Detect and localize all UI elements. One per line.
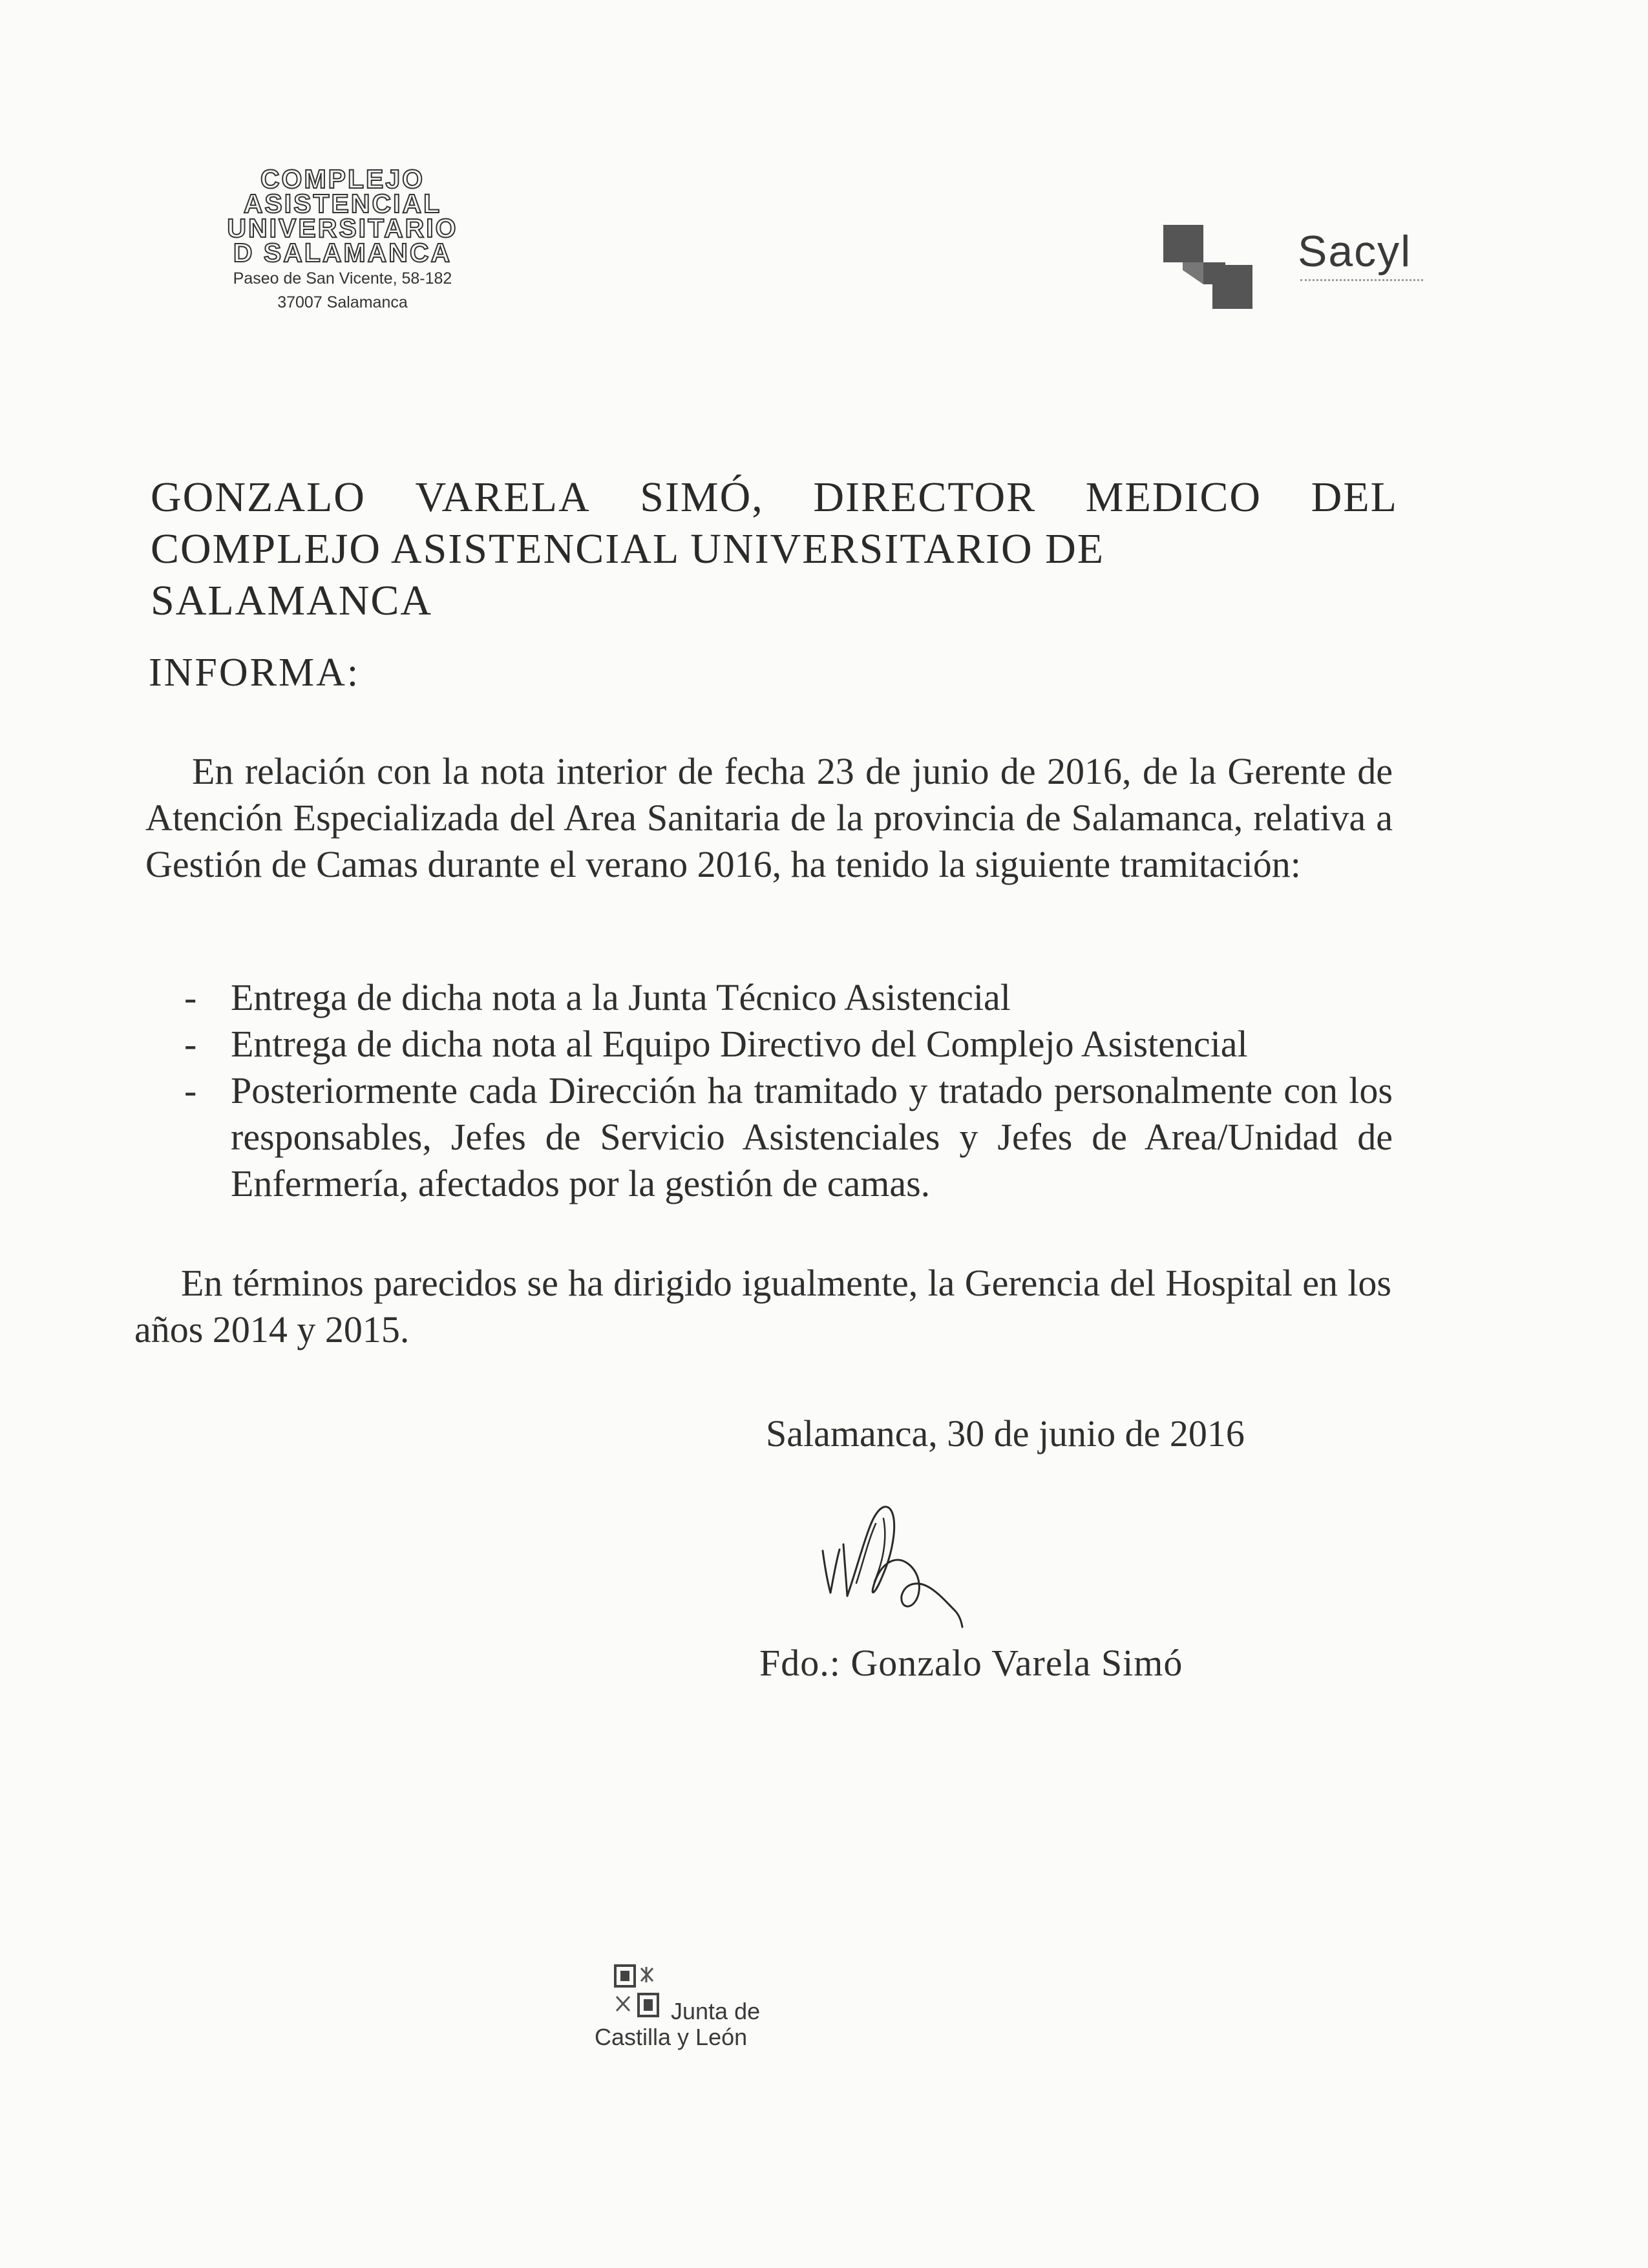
institution-address-line-2: 37007 Salamanca <box>277 293 408 311</box>
bullet-dash: - <box>184 1023 197 1065</box>
sacyl-logo-icon <box>1163 225 1252 309</box>
sacyl-logo-text: Sacyl <box>1298 227 1412 276</box>
institution-line-2: ASISTENCIAL <box>243 189 442 218</box>
list-item <box>184 1067 1393 1207</box>
bullet-text: Entrega de dicha nota a la Junta Técnico Asistencial <box>231 976 1011 1018</box>
title-word: DIRECTOR <box>813 474 1037 521</box>
signed-by: Fdo.: Gonzalo Varela Simó <box>759 1642 1183 1684</box>
title-line-2: COMPLEJO ASISTENCIAL UNIVERSITARIO DE SALAMANCA <box>151 525 1105 624</box>
sacyl-logo-subline <box>1300 279 1423 281</box>
title-word: MEDICO <box>1085 474 1262 521</box>
signature-icon <box>811 1473 973 1635</box>
bullet-dash: - <box>184 1069 197 1111</box>
title-word: VARELA <box>415 474 591 521</box>
document-title <box>151 472 1398 627</box>
bullet-text: Posteriormente cada Dirección ha tramitado y tratado personalmente con los responsables, Jefes de Servicio Asistenciales y Jefes de Area/Unidad de Enfermería, afectados por la gestión de camas. <box>231 1069 1393 1204</box>
bullet-text: Entrega de dicha nota al Equipo Directivo del Complejo Asistencial <box>231 1023 1248 1065</box>
junta-logo-line-1: Junta de <box>671 1998 761 2024</box>
list-item <box>184 1021 1393 1067</box>
junta-logo-line-2: Castilla y León <box>595 2024 748 2050</box>
informa-heading: INFORMA: <box>149 651 361 695</box>
bullet-dash: - <box>184 976 197 1018</box>
junta-castilla-leon-logo-text <box>595 1999 801 2050</box>
institution-header <box>197 164 488 313</box>
list-item <box>184 974 1393 1021</box>
institution-address-line-1: Paseo de San Vicente, 58-182 <box>233 269 452 288</box>
institution-line-1: COMPLEJO <box>260 164 425 194</box>
bullet-list <box>184 974 1393 1207</box>
title-word: GONZALO <box>151 474 366 521</box>
title-word: SIMÓ, <box>640 474 764 521</box>
title-line-1 <box>151 472 1398 523</box>
institution-line-3: UNIVERSITARIO <box>227 213 458 243</box>
institution-line-4: D SALAMANCA <box>233 238 452 268</box>
place-date: Salamanca, 30 de junio de 2016 <box>766 1412 1245 1454</box>
paragraph-1: En relación con la nota interior de fecha 23 de junio de 2016, de la Gerente de Atención Especializada del Area Sanitaria de la provincia de Salamanca, relativa a Gestión de Camas durante el verano 2016, ha tenido la siguiente tramitación: <box>145 750 1393 885</box>
title-word: DEL <box>1311 474 1398 521</box>
paragraph-2: En términos parecidos se ha dirigido igualmente, la Gerencia del Hospital en los años 2014 y 2015. <box>134 1262 1391 1350</box>
